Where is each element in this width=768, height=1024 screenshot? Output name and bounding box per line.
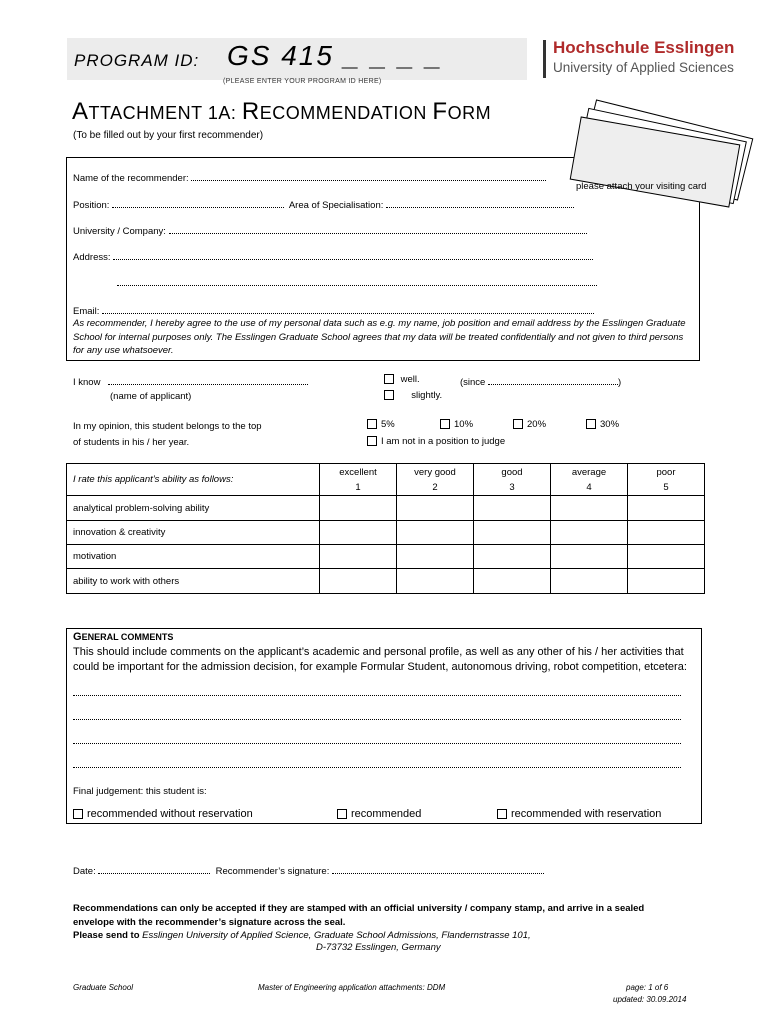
program-id-hint: (PLEASE ENTER YOUR PROGRAM ID HERE): [223, 78, 382, 85]
footer-page: page: 1 of 6: [626, 983, 669, 992]
option-label: I am not in a position to judge: [381, 436, 506, 447]
consent-text: As recommender, I hereby agree to the use of my personal data such as e.g. my name, job position and email address by the Esslingen Graduate School for internal purposes only. The Esslingen Graduate School agrees that my data will be treated confidentially and not given to third persons for any use whatsoever.: [73, 318, 686, 356]
option-label: recommended: [351, 808, 422, 820]
signature-label: Recommender’s signature:: [215, 866, 330, 877]
rating-cell[interactable]: [628, 521, 705, 545]
rating-cell[interactable]: [474, 545, 551, 569]
rating-header-label: I rate this applicant’s ability as follows:: [67, 464, 320, 496]
page-title: [72, 98, 491, 126]
option-label: recommended without reservation: [87, 808, 253, 820]
table-row: [67, 464, 705, 496]
option-label: 20%: [527, 419, 547, 430]
program-id-value[interactable]: GS 415 _ _ _ _: [227, 40, 444, 71]
comment-line[interactable]: [73, 743, 681, 744]
top-percent-line1: In my opinion, this student belongs to the top: [73, 421, 262, 432]
column-name: good: [501, 467, 523, 478]
table-row: [67, 569, 705, 594]
rating-cell[interactable]: [628, 496, 705, 521]
title-part: ECOMMENDATION: [259, 103, 433, 123]
visiting-card-note: please attach your visiting card: [576, 181, 707, 192]
without-reservation-option[interactable]: [73, 808, 253, 820]
program-id-label: PROGRAM ID:: [74, 51, 200, 70]
date-field[interactable]: [73, 864, 544, 877]
column-num: 1: [355, 482, 361, 493]
rating-row-label: analytical problem-solving ability: [67, 496, 320, 521]
heading-part: G: [73, 631, 82, 643]
i-know-label: [73, 375, 308, 388]
rating-cell[interactable]: [397, 496, 474, 521]
rating-cell[interactable]: [474, 521, 551, 545]
comments-heading: [73, 631, 173, 643]
column-num: 3: [509, 482, 515, 493]
rating-row-label: motivation: [67, 545, 320, 569]
title-part: F: [432, 98, 448, 125]
column-name: average: [571, 467, 607, 478]
since-label: (since: [460, 377, 486, 388]
rating-cell[interactable]: [397, 521, 474, 545]
checkbox[interactable]: [367, 419, 377, 429]
column-num: 5: [663, 482, 669, 493]
checkbox[interactable]: [73, 809, 83, 819]
position-field[interactable]: [73, 198, 574, 211]
logo-name: Hochschule Esslingen: [553, 38, 735, 57]
checkbox[interactable]: [384, 374, 394, 384]
checkbox[interactable]: [497, 809, 507, 819]
recommended-option[interactable]: [337, 808, 421, 820]
acceptance-note: Recommendations can only be accepted if they are stamped with an official university / company stamp, and arrive in a sealed envelope with the recommender’s signature across the seal.: [73, 903, 645, 928]
comment-line[interactable]: [73, 695, 681, 696]
well-label: well.: [400, 374, 420, 385]
university-field[interactable]: [73, 224, 587, 237]
know-slightly-option[interactable]: [384, 390, 442, 401]
title-part: TTACHMENT 1A:: [88, 103, 242, 123]
rating-cell[interactable]: [551, 496, 628, 521]
university-label: University / Company:: [73, 226, 166, 237]
top-percent-line2: of students in his / her year.: [73, 437, 190, 448]
rating-cell[interactable]: [397, 569, 474, 594]
top-10-option[interactable]: [440, 419, 473, 430]
email-label: Email:: [73, 306, 100, 317]
comment-line[interactable]: [73, 767, 681, 768]
rating-row-label: innovation & creativity: [67, 521, 320, 545]
option-label: 30%: [600, 419, 620, 430]
column-header: [551, 464, 628, 496]
final-judgement-label: Final judgement: this student is:: [73, 786, 207, 797]
rating-cell[interactable]: [474, 496, 551, 521]
rating-cell[interactable]: [551, 521, 628, 545]
comments-instructions: This should include comments on the applicant’s academic and personal profile, as well as any other of his / her activities that could be important for the admission decision, for example Formular Student, autonomous driving, robot competition, etcetera:: [73, 646, 687, 673]
send-label: Please send to: [73, 930, 140, 941]
rating-cell[interactable]: [397, 545, 474, 569]
rating-cell[interactable]: [628, 569, 705, 594]
rating-cell[interactable]: [551, 569, 628, 594]
option-label: recommended with reservation: [511, 808, 662, 820]
slightly-label: slightly.: [411, 390, 443, 401]
column-name: poor: [656, 467, 676, 478]
table-row: [67, 496, 705, 521]
option-label: 5%: [381, 419, 395, 430]
send-to: [73, 929, 531, 943]
column-header: [320, 464, 397, 496]
checkbox[interactable]: [367, 436, 377, 446]
comment-line[interactable]: [73, 719, 681, 720]
rating-cell[interactable]: [320, 545, 397, 569]
rating-cell[interactable]: [551, 545, 628, 569]
name-of-applicant-hint: (name of applicant): [110, 391, 192, 402]
checkbox[interactable]: [440, 419, 450, 429]
address-field-line2[interactable]: [117, 276, 597, 289]
rating-row-label: ability to work with others: [67, 569, 320, 594]
checkbox[interactable]: [513, 419, 523, 429]
rating-cell[interactable]: [474, 569, 551, 594]
i-know-text: I know: [73, 377, 101, 388]
column-header: [628, 464, 705, 496]
know-well-option[interactable]: [384, 374, 420, 385]
since-close: ): [617, 377, 622, 388]
date-label: Date:: [73, 866, 96, 877]
column-name: very good: [414, 467, 456, 478]
page-subtitle: (To be filled out by your first recommender): [73, 130, 264, 141]
column-header: [474, 464, 551, 496]
table-row: [67, 521, 705, 545]
top-30-option[interactable]: [586, 419, 619, 430]
title-part: A: [72, 98, 89, 125]
top-20-option[interactable]: [513, 419, 546, 430]
not-in-position-option[interactable]: [367, 436, 505, 447]
area-label: Area of Specialisation:: [288, 200, 384, 211]
with-reservation-option[interactable]: [497, 808, 661, 820]
address-label: Address:: [73, 252, 111, 263]
rating-cell[interactable]: [320, 569, 397, 594]
logo-bracket: [543, 40, 546, 78]
position-label: Position:: [73, 200, 110, 211]
rating-cell[interactable]: [320, 521, 397, 545]
footer-updated: updated: 30.09.2014: [613, 995, 687, 1004]
checkbox[interactable]: [586, 419, 596, 429]
applicant-name-field[interactable]: [108, 375, 308, 385]
checkbox[interactable]: [384, 390, 394, 400]
column-num: 2: [432, 482, 438, 493]
table-row: [67, 545, 705, 569]
name-label: Name of the recommender:: [73, 173, 189, 184]
footer-left: Graduate School: [73, 983, 134, 992]
rating-table: [66, 463, 705, 594]
title-part: ORM: [447, 103, 492, 123]
column-num: 4: [586, 482, 592, 493]
name-field[interactable]: [73, 171, 546, 184]
send-address: Esslingen University of Applied Science, Graduate School Admissions, Flandernstrasse 101,: [142, 930, 531, 941]
column-name: excellent: [339, 467, 377, 478]
send-city: D-73732 Esslingen, Germany: [316, 942, 441, 953]
general-comments-box: [66, 628, 702, 824]
since-field[interactable]: [460, 375, 621, 388]
rating-cell[interactable]: [628, 545, 705, 569]
checkbox[interactable]: [337, 809, 347, 819]
heading-part: ENERAL COMMENTS: [81, 632, 174, 642]
footer-middle: Master of Engineering application attachments: DDM: [258, 983, 446, 992]
logo-subtitle: University of Applied Sciences: [553, 60, 734, 75]
address-field[interactable]: [73, 250, 593, 263]
title-part: R: [241, 98, 260, 125]
option-label: 10%: [454, 419, 474, 430]
rating-cell[interactable]: [320, 496, 397, 521]
email-field[interactable]: [73, 304, 594, 317]
top-5-option[interactable]: [367, 419, 395, 430]
column-header: [397, 464, 474, 496]
